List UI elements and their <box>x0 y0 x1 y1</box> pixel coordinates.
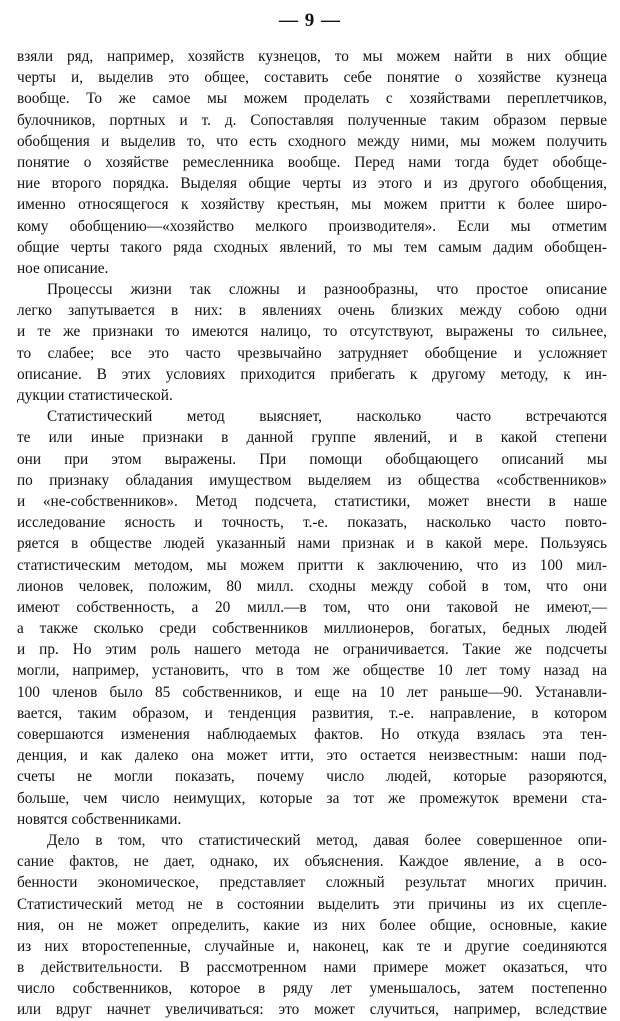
text-line: легко запутывается в них: в явлениях очень близких между собою одни <box>17 302 607 320</box>
text-line: новятся собственниками. <box>17 810 182 828</box>
text-line: число собственников, которое в ряду лет уменьшалось, затем постепенно <box>17 980 607 998</box>
page-number: — 9 — <box>279 10 341 31</box>
text-line: из них второстепенные, случайные и, наконец, как те и другие соединяются <box>17 937 607 955</box>
text-line: Статистический метод выясняет, насколько часто встречаются <box>47 408 607 426</box>
text-line: черты и, выделив это общее, составить себе понятие о хозяйстве кузнеца <box>17 69 607 87</box>
text-line: бенности экономическое, представляет сложный результат многих причин. <box>17 874 607 892</box>
text-line: и «не-собственников». Метод подсчета, статистики, может внести в наше <box>17 492 607 510</box>
body-text <box>17 46 607 1021</box>
text-line: вается, таким образом, и тенденция развития, т.-е. направление, в котором <box>17 704 607 722</box>
text-line: исследование ясность и точность, т.-е. показать, насколько часто повто- <box>17 514 607 532</box>
text-line: лионов человек, положим, 80 милл. сходны между собой в том, что они <box>17 577 607 595</box>
text-line: ния, он не может определить, какие из них более общие, основные, какие <box>17 916 607 934</box>
text-line: ное описание. <box>17 259 109 277</box>
text-line: те или иные признаки в данной группе явлений, и в какой степени <box>17 429 607 447</box>
text-line: могли, например, установить, что в том же обществе 10 лет тому назад на <box>17 662 607 680</box>
text-line: имеют собственность, а 20 милл.—в том, что они таковой не имеют,— <box>17 598 607 616</box>
text-line: совершаются изменения наблюдаемых фактов. Но откуда взялась эта тен- <box>17 726 607 743</box>
text-line: по признаку обладания имуществом выделяем из общества «собственников» <box>17 471 607 489</box>
text-line: а также сколько среди собственников миллионеров, богатых, бедных людей <box>17 620 607 638</box>
text-line: Статистический метод не в состоянии выделить эти причины из их сцепле- <box>17 895 607 913</box>
text-line: ние второго порядка. Выделяя общие черты из этого и из другого обобщения, <box>17 175 607 193</box>
text-line: в действительности. В рассмотренном нами примере может оказаться, что <box>17 959 607 977</box>
text-line: 100 членов было 85 собственников, и еще на 10 лет раньше—90. Устанавли- <box>17 683 607 701</box>
text-line: и те же признаки то имеются налицо, то отсутствуют, выражены то сильнее, <box>17 323 607 341</box>
text-line: булочников, портных и т. д. Сопоставляя полученные таким образом первые <box>17 111 607 129</box>
text-line: понятие о хозяйстве ремесленника вообще. Перед нами тогда будет обобще- <box>17 153 607 171</box>
text-line: статистическим методом, мы можем притти к заключению, что из 100 мил- <box>17 556 607 574</box>
paragraph-2 <box>17 279 607 406</box>
paragraph-3 <box>17 406 607 830</box>
text-line: денция, и как далеко она может итти, это остается неизвестным: наши под- <box>17 747 607 765</box>
text-line: больше, чем число неимущих, которые за тот же промежуток времени ста- <box>17 789 607 807</box>
text-line: или вдруг начнет увеличиваться: это может случиться, например, вследствие <box>17 1001 607 1019</box>
paragraph-1 <box>17 46 607 279</box>
text-line: общие черты такого ряда сходных явлений, то мы тем самым дадим обобщен- <box>17 238 607 256</box>
text-line: они при этом выражены. При помощи обобщающего описаний мы <box>17 450 607 468</box>
text-line: сание фактов, не дает, однако, их объяснения. Каждое явление, а в осо- <box>17 853 607 871</box>
paragraph-4 <box>17 830 607 1021</box>
text-line: вообще. То же самое мы можем проделать с хозяйствами переплетчиков, <box>17 90 607 108</box>
text-line: счеты не могли показать, почему число людей, которые разоряются, <box>17 768 607 786</box>
text-line: обобщения и выделив то, что есть сходного между ними, мы можем получить <box>17 132 607 150</box>
text-line: описание. В этих условиях приходится прибегать к другому методу, к ин- <box>17 365 607 383</box>
text-line: Процессы жизни так сложны и разнообразны, что простое описание <box>47 281 607 299</box>
text-line: дукции статистической. <box>17 387 173 404</box>
text-line: Дело в том, что статистический метод, давая более совершенное опи- <box>47 831 607 849</box>
text-line: ряется в обществе людей указанный нами признак и в какой мере. Пользуясь <box>17 535 607 553</box>
text-line: именно относящегося к хозяйству крестьян, мы можем притти к более широ- <box>17 196 607 214</box>
text-line: и пр. Но этим роль нашего метода не ограничивается. Такие же подсчеты <box>17 641 607 659</box>
text-line: то слабее; все это часто чрезвычайно затрудняет обобщение и усложняет <box>17 344 607 362</box>
text-line: кому обобщению—«хозяйство мелкого производителя». Если мы отметим <box>17 217 607 235</box>
text-line: взяли ряд, например, хозяйств кузнецов, то мы можем найти в них общие <box>17 48 607 65</box>
